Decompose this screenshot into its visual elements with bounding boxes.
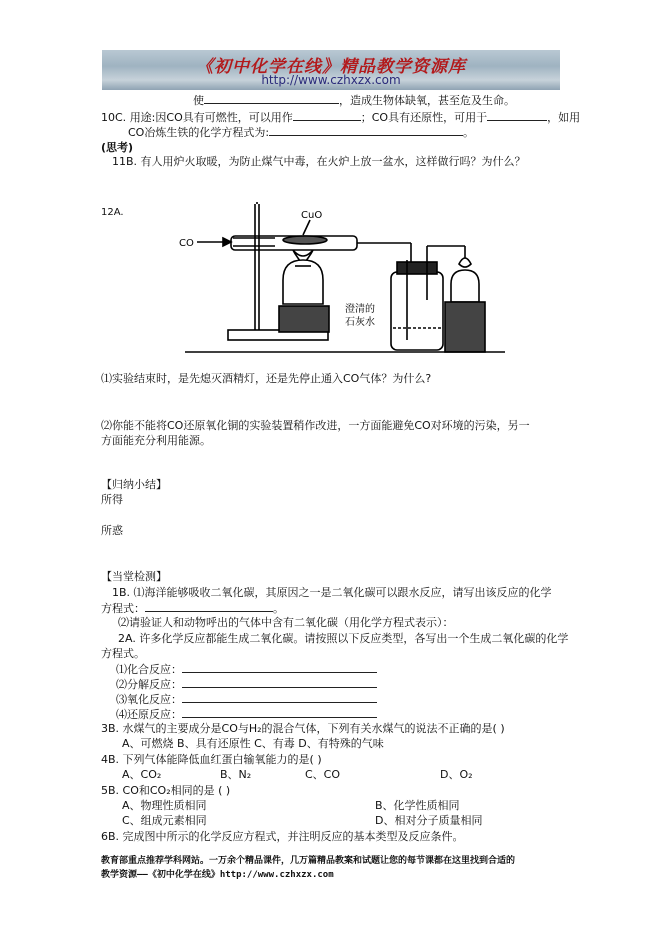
q2-item-2: ⑵分解反应： [116,677,377,691]
cuo-label: CuO [301,210,323,221]
q2-item-4: ⑷还原反应： [116,707,377,721]
limewater-label-1: 澄清的 [345,304,375,315]
check-q2-line1: 2A. 许多化学反应都能生成二氧化碳。请按照以下反应类型，各写出一个生成二氧化碳的化学 [118,632,569,645]
check-q1-line2: 方程式： 。 [101,602,284,615]
blank[interactable] [182,707,377,718]
blank[interactable] [182,692,377,703]
banner-url[interactable]: http://www.czhxzx.com [261,73,401,87]
check-q1-line1: 1B. ⑴海洋能够吸收二氧化碳，其原因之一是二氧化碳可以跟水反应，请写出该反应的化学 [112,586,552,599]
summary-heading: 【归纳小结】 [101,478,167,491]
header-banner [102,50,560,90]
limewater-label-2: 石灰水 [345,317,375,328]
summary-feel: 所惑 [101,524,123,537]
check-q6: 6B. 完成图中所示的化学反应方程式，并注明反应的基本类型及反应条件。 [101,830,464,843]
q4-option-b[interactable]: B、N₂ [220,768,252,781]
q2-item-1: ⑴化合反应： [116,662,377,676]
blank[interactable] [182,677,377,688]
q12-sub1: ⑴实验结束时，是先熄灭酒精灯，还是先停止通入CO气体？为什么? [101,372,432,385]
banner-title: 《初中化学在线》精品教学资源库 [196,57,466,77]
q10-line2: CO冶炼生铁的化学方程式为: 。 [128,126,475,139]
q10-line0: 使 ，造成生物体缺氧，甚至危及生命。 [193,94,515,107]
check-q3-options: A、可燃烧 B、具有还原性 C、有毒 D、有特殊的气味 [122,737,384,750]
q2-item-3: ⑶氧化反应： [116,692,377,706]
check-q3-line1: 3B. 水煤气的主要成分是CO与H₂的混合气体，下列有关水煤气的说法不正确的是( ) [101,722,505,735]
q4-option-d[interactable]: D、O₂ [440,768,473,781]
think-heading: (思考) [101,141,134,154]
q10-line1: 10C. 用途:因CO具有可燃性，可以用作 ；CO具有还原性，可用于 ，如用 [101,111,581,124]
blank[interactable] [293,110,361,121]
experiment-apparatus-figure [175,200,507,360]
blank[interactable] [145,601,273,612]
q5-option-d[interactable]: D、相对分子质量相同 [375,814,483,827]
footer-line2[interactable]: 教学资源——《初中化学在线》http://www.czhxzx.com [101,870,334,880]
blank[interactable] [182,662,377,673]
q12-label: 12A. [101,207,124,218]
q5-option-b[interactable]: B、化学性质相同 [375,799,460,812]
check-q1-line3: ⑵请验证人和动物呼出的气体中含有二氧化碳（用化学方程式表示）： [118,616,454,629]
q4-option-c[interactable]: C、CO [305,768,341,781]
summary-gain: 所得 [101,493,123,506]
q11-text: 11B. 有人用炉火取暖，为防止煤气中毒，在火炉上放一盆水，这样做行吗？为什么？ [112,155,526,168]
q12-sub2-line2: 方面能充分利用能源。 [101,434,211,447]
blank[interactable] [204,93,339,104]
q5-option-a[interactable]: A、物理性质相同 [122,799,207,812]
q4-option-a[interactable]: A、CO₂ [122,768,162,781]
check-q5-line1: 5B. CO和CO₂相同的是 ( ) [101,784,231,797]
check-q4-line1: 4B. 下列气体能降低血红蛋白输氧能力的是( ) [101,753,322,766]
q12-sub2-line1: ⑵你能不能将CO还原氧化铜的实验装置稍作改进，一方面能避免CO对环境的污染，另一 [101,419,530,432]
footer-line1: 教育部重点推荐学科网站。一万余个精品课件，几万篇精品教案和试题让您的每节课都在这里找到合适的 [101,856,516,866]
q5-option-c[interactable]: C、组成元素相同 [122,814,207,827]
co-inlet-label: CO [179,238,194,249]
check-heading: 【当堂检测】 [101,570,167,583]
blank[interactable] [487,110,547,121]
check-q2-line2: 方程式。 [101,647,145,660]
blank[interactable] [269,125,463,136]
